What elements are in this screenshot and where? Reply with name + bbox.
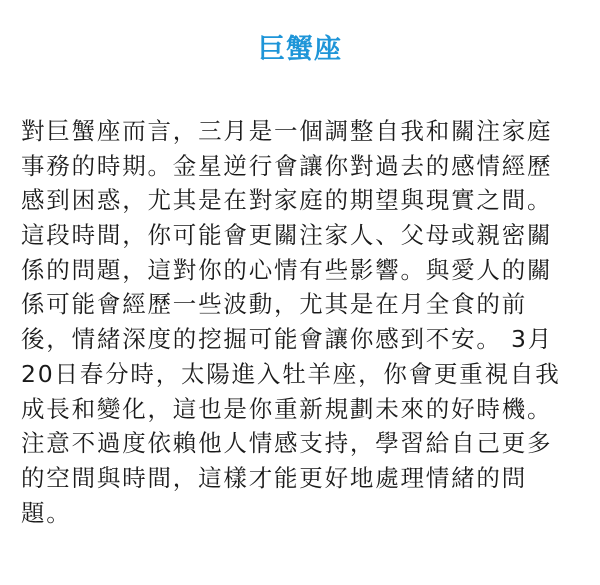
body-line-11: 的空間與時間，這樣才能更好地處理情緒的問 [21, 463, 527, 492]
body-line-1: 對巨蟹座而言，三月是一個調整自我和關注家庭 [21, 117, 553, 145]
body-line-9: 成長和變化，這也是你重新規劃未來的好時機。 [21, 394, 553, 423]
body-line-6: 係可能會經歷一些波動，尤其是在月全食的前 [21, 290, 527, 319]
body-line-3: 感到困惑，尤其是在對家庭的期望與現實之間。 [21, 186, 553, 215]
body-line-12: 題。 [21, 498, 72, 527]
article-body [21, 114, 581, 530]
body-line-7: 後，情緒深度的挖掘可能會讓你感到不安。 3月 [21, 325, 554, 354]
body-line-2: 事務的時期。金星逆行會讓你對過去的感情經歷 [21, 151, 553, 180]
page-title: 巨蟹座 [258, 34, 342, 65]
body-line-4: 這段時間，你可能會更關注家人、父母或親密關 [21, 221, 553, 250]
body-line-10: 注意不過度依賴他人情感支持，學習給自己更多 [21, 429, 553, 458]
body-line-5: 係的問題，這對你的心情有些影響。與愛人的關 [21, 255, 553, 284]
body-line-8: 20日春分時，太陽進入牡羊座，你會更重視自我 [21, 359, 561, 388]
